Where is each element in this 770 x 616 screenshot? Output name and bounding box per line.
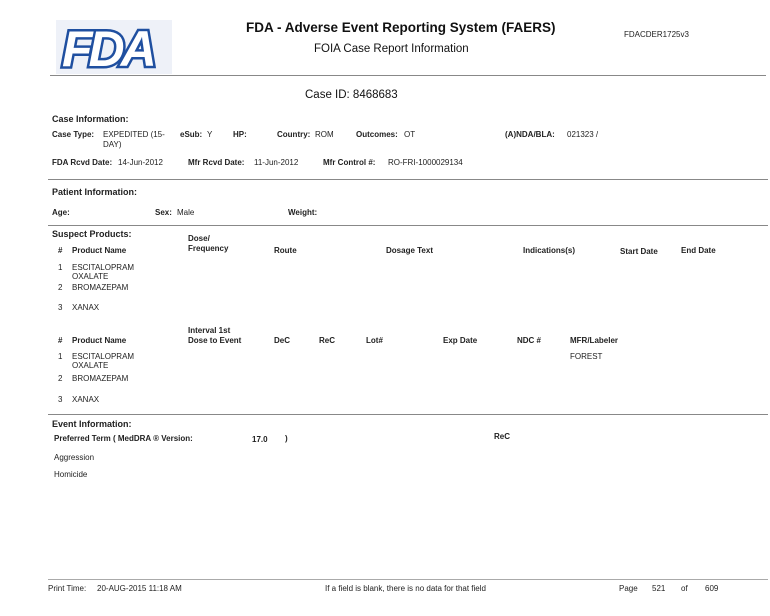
t1-col-num: # — [58, 246, 63, 255]
event-term-2: Homicide — [54, 470, 88, 479]
nda-value: 021323 / — [567, 130, 599, 139]
print-time-value: 20-AUG-2015 11:18 AM — [97, 584, 182, 593]
preferred-term-close: ) — [285, 434, 288, 443]
t2-col-lot: Lot# — [366, 336, 383, 345]
fda-logo-text: FDA — [62, 21, 153, 74]
t2-col-rec: ReC — [319, 336, 336, 345]
t2-col-num: # — [58, 336, 63, 345]
country-label: Country: — [277, 130, 311, 139]
case-info-divider — [48, 179, 768, 180]
t1-col-dose — [188, 234, 228, 254]
sex-value: Male — [177, 208, 195, 217]
fda-rcvd-label: FDA Rcvd Date: — [52, 158, 113, 167]
t1-col-route: Route — [274, 246, 297, 255]
t1-col-dosage-text: Dosage Text — [386, 246, 433, 255]
t2-col-product: Product Name — [72, 336, 127, 345]
print-time-label: Print Time: — [48, 584, 87, 593]
case-type-value — [103, 130, 165, 150]
blank-field-note: If a field is blank, there is no data for that field — [325, 584, 486, 593]
case-type-label: Case Type: — [52, 130, 95, 139]
t1-col-end-date: End Date — [681, 246, 716, 255]
t2-row3-num: 3 — [58, 395, 63, 404]
t1-row2-num: 2 — [58, 283, 63, 292]
t2-col-interval — [188, 326, 241, 346]
t2-row1-mfr: FOREST — [570, 352, 603, 361]
nda-label: (A)NDA/BLA: — [505, 130, 555, 139]
t2-col-ndc: NDC # — [517, 336, 542, 345]
header-divider — [50, 75, 766, 76]
t1-col-dose-line1: Dose/ — [188, 234, 210, 243]
mfr-rcvd-label: Mfr Rcvd Date: — [188, 158, 245, 167]
t2-col-dec: DeC — [274, 336, 291, 345]
fda-rcvd-value: 14-Jun-2012 — [118, 158, 163, 167]
t1-row3-product: XANAX — [72, 303, 100, 312]
t2-row1-product — [72, 352, 134, 370]
t2-col-interval-line1: Interval 1st — [188, 326, 231, 335]
patient-info-divider — [48, 225, 768, 226]
t2-row1-product-line2: OXALATE — [72, 361, 109, 370]
t1-col-start-date: Start Date — [620, 247, 658, 256]
esub-value: Y — [207, 130, 213, 139]
preferred-term-label: Preferred Term ( MedDRA ® Version: — [54, 434, 193, 443]
report-title: FDA - Adverse Event Reporting System (FAERS) — [246, 20, 556, 35]
fda-logo — [56, 20, 172, 74]
event-info-heading: Event Information: — [52, 419, 132, 429]
case-type-line2: DAY) — [103, 140, 122, 149]
t1-row3-num: 3 — [58, 303, 63, 312]
t2-row3-product: XANAX — [72, 395, 100, 404]
patient-info-heading: Patient Information: — [52, 187, 137, 197]
event-rec-label: ReC — [494, 432, 511, 441]
t1-row1-product — [72, 263, 134, 281]
t1-col-indications: Indications(s) — [523, 246, 576, 255]
esub-label: eSub: — [180, 130, 203, 139]
age-label: Age: — [52, 208, 70, 217]
of-label: of — [681, 584, 688, 593]
sex-label: Sex: — [155, 208, 172, 217]
mfr-control-value: RO-FRI-1000029134 — [388, 158, 463, 167]
t1-col-product: Product Name — [72, 246, 127, 255]
case-info-heading: Case Information: — [52, 114, 129, 124]
weight-label: Weight: — [288, 208, 318, 217]
country-value: ROM — [315, 130, 334, 139]
outcomes-label: Outcomes: — [356, 130, 398, 139]
mfr-control-label: Mfr Control #: — [323, 158, 376, 167]
t2-row2-num: 2 — [58, 374, 63, 383]
t1-row1-product-line1: ESCITALOPRAM — [72, 263, 135, 272]
t1-row1-product-line2: OXALATE — [72, 272, 109, 281]
mfr-rcvd-value: 11-Jun-2012 — [254, 158, 299, 167]
t2-row1-product-line1: ESCITALOPRAM — [72, 352, 135, 361]
case-type-line1: EXPEDITED (15- — [103, 130, 165, 139]
t1-row1-num: 1 — [58, 263, 63, 272]
event-term-1: Aggression — [54, 453, 95, 462]
suspect-heading: Suspect Products: — [52, 229, 132, 239]
report-subtitle: FOIA Case Report Information — [314, 43, 469, 55]
page-total: 609 — [705, 584, 719, 593]
t1-row2-product: BROMAZEPAM — [72, 283, 129, 292]
hp-label: HP: — [233, 130, 247, 139]
case-id: Case ID: 8468683 — [305, 89, 398, 101]
page-number: 521 — [652, 584, 666, 593]
suspect-divider — [48, 414, 768, 415]
page-label: Page — [619, 584, 638, 593]
t2-row1-num: 1 — [58, 352, 63, 361]
t2-col-mfr-labeler: MFR/Labeler — [570, 336, 619, 345]
outcomes-value: OT — [404, 130, 416, 139]
t2-col-interval-line2: Dose to Event — [188, 336, 242, 345]
t1-col-dose-line2: Frequency — [188, 244, 229, 253]
meddra-version: 17.0 — [252, 435, 268, 444]
footer-divider — [48, 579, 768, 580]
t2-col-exp-date: Exp Date — [443, 336, 478, 345]
t2-row2-product: BROMAZEPAM — [72, 374, 129, 383]
form-code: FDACDER1725v3 — [624, 30, 689, 39]
